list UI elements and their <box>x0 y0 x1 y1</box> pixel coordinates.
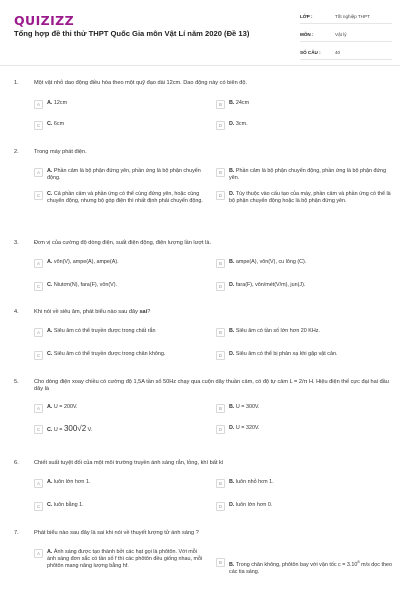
option-badge: D <box>216 425 225 434</box>
option-text: luôn bằng 1. <box>53 502 84 508</box>
option-text: 12cm <box>53 100 68 106</box>
option-exponent: 8 <box>357 559 360 564</box>
option-letter: D. <box>229 282 235 288</box>
option-text: vôn(V), ampe(A), ampe(A). <box>53 259 119 265</box>
option-d[interactable] <box>216 425 392 434</box>
option-a[interactable] <box>34 100 204 109</box>
option-badge: A <box>34 328 43 337</box>
option-b[interactable] <box>216 168 392 182</box>
option-d[interactable] <box>216 121 391 130</box>
option-badge: B <box>216 479 225 488</box>
option-text: Niutơn(N), fara(F), vôn(V). <box>53 282 118 288</box>
option-letter: B. <box>229 100 235 106</box>
option-badge: B <box>216 328 225 337</box>
option-b[interactable] <box>216 479 392 488</box>
option-letter: D. <box>229 351 235 357</box>
question-text: Khi nói về siêu âm, phát biểu nào sau đây sai? <box>34 309 151 315</box>
question-text: Chiết suất tuyệt đối của một môi trường truyền ánh sáng rắn, lỏng, khí bất kì <box>34 460 224 466</box>
option-letter: C. <box>47 427 53 433</box>
option-b[interactable]: B B. Trong chân không, phôtôn bay với vận tốc $c = 3.10^8$ m/s dọc theo các tia sáng. <box>216 558 392 576</box>
meta-info <box>300 10 392 64</box>
option-b[interactable] <box>216 328 392 337</box>
meta-label: SỐ CÂU : <box>300 50 321 55</box>
question-number: 5. <box>14 379 19 385</box>
option-badge: A <box>34 168 43 177</box>
option-d[interactable] <box>216 191 392 205</box>
option-letter: A. <box>47 549 53 555</box>
option-d[interactable] <box>216 351 392 360</box>
header <box>0 0 400 66</box>
option-c[interactable] <box>34 502 206 511</box>
meta-value: 40 <box>335 50 341 55</box>
option-a[interactable] <box>34 549 206 570</box>
option-letter: B. <box>229 328 235 334</box>
option-text: Tùy thuộc vào cấu tạo của máy, phần cảm và phần ứng có thể là bộ phận chuyển động hoặc là bộ phận đứng yên. <box>229 191 391 204</box>
option-badge: A <box>34 100 43 109</box>
option-letter: B. <box>229 259 235 265</box>
question-text: Cho dòng điện xoay chiều có cường độ 1,5A tần số 50Hz chạy qua cuộn dây thuần cảm, có độ tự cảm L = 2/π H. Hiệu điện thế cực đại hai đầu dây là <box>34 379 389 393</box>
question-number: 4. <box>14 309 19 315</box>
option-letter: C. <box>47 121 53 127</box>
meta-row-count <box>300 46 392 60</box>
option-badge: A <box>34 479 43 488</box>
option-text: Siêu âm có thể truyền được trong chất rắn <box>53 328 156 334</box>
option-badge: C <box>34 282 43 291</box>
option-letter: A. <box>47 259 53 265</box>
option-badge: D <box>216 502 225 511</box>
option-c[interactable] <box>34 351 210 360</box>
meta-row-subject <box>300 28 392 42</box>
quizizz-logo: QUIZIZZ <box>14 13 75 28</box>
option-text: Siêu âm có tần số lớn hơn 20 KHz. <box>235 328 320 334</box>
option-c[interactable]: C C. U = 300√2 V. <box>34 425 206 434</box>
option-a[interactable] <box>34 404 206 413</box>
question-text: Phát biểu nào sau đây là sai khi nói về thuyết lượng tử ánh sáng ? <box>34 530 199 536</box>
option-letter: D. <box>229 121 235 127</box>
option-text: Siêu âm có thể bị phản xạ khi gặp vật cản. <box>235 351 338 357</box>
option-badge: C <box>34 351 43 360</box>
meta-label: MÔN : <box>300 32 314 37</box>
option-text: ampe(A), vôn(V), cu lông (C). <box>235 259 307 265</box>
option-badge: B <box>216 100 225 109</box>
option-letter: A. <box>47 404 53 410</box>
option-letter: A. <box>47 479 53 485</box>
option-c[interactable] <box>34 191 206 205</box>
option-text: 3cm. <box>235 121 248 127</box>
option-badge: C <box>34 425 43 434</box>
option-d[interactable] <box>216 502 392 511</box>
option-letter: D. <box>229 425 235 431</box>
option-badge: D <box>216 191 225 200</box>
option-letter: C. <box>47 502 53 508</box>
question-number: 6. <box>14 460 19 466</box>
option-text: U = 300V. <box>235 404 260 410</box>
option-badge: C <box>34 121 43 130</box>
option-badge: D <box>216 121 225 130</box>
option-badge: A <box>34 404 43 413</box>
option-badge: B <box>216 404 225 413</box>
option-b[interactable] <box>216 100 391 109</box>
option-formula: 300√2 <box>63 424 87 433</box>
option-letter: C. <box>47 351 53 357</box>
option-letter: B. <box>229 561 235 568</box>
question-text: Đơn vị của cường độ dòng điện, suất điện động, điện lượng lần lượt là. <box>34 240 212 246</box>
option-badge: A <box>34 549 43 558</box>
option-text: 6cm <box>53 121 65 127</box>
option-badge: B <box>216 168 225 177</box>
option-text: luôn lớn hơn 1. <box>53 479 91 485</box>
meta-label: LỚP : <box>300 14 313 19</box>
option-text: fara(F), vôn/mét(V/m), jun(J). <box>235 282 306 288</box>
option-text: U = 200V. <box>53 404 78 410</box>
option-badge: C <box>34 191 43 200</box>
option-a[interactable] <box>34 259 206 268</box>
option-letter: C. <box>47 282 53 288</box>
option-letter: C. <box>47 191 53 197</box>
option-text: Siêu âm có thể truyền được trong chân không. <box>53 351 166 357</box>
question-number: 2. <box>14 149 19 155</box>
option-letter: A. <box>47 100 53 106</box>
option-b[interactable] <box>216 259 392 268</box>
option-letter: A. <box>47 328 53 334</box>
question-text: Một vật nhỏ dao động điều hòa theo một quỹ đạo dài 12cm. Dao động này có biên độ. <box>34 80 248 86</box>
option-b[interactable] <box>216 404 392 413</box>
option-badge: D <box>216 351 225 360</box>
option-text: Ánh sáng được tạo thành bởi các hạt gọi là phôtôn. Với mỗi ánh sáng đơn sắc có tần số f thì các phôtôn đều giống nhau, mỗi phôtôn mang năng lượng bằng hf. <box>47 549 203 569</box>
option-a[interactable] <box>34 168 206 182</box>
option-letter: B. <box>229 479 235 485</box>
option-badge: B <box>216 259 225 268</box>
option-badge: A <box>34 259 43 268</box>
option-text: Cả phần cảm và phần ứng có thể cùng đứng yên, hoặc cùng chuyển động, nhưng bộ góp điện thì nhất định phải chuyển động. <box>47 191 203 204</box>
option-letter: A. <box>47 168 53 174</box>
option-c[interactable] <box>34 121 204 130</box>
meta-row-class <box>300 10 392 24</box>
meta-value: Tốt nghiệp THPT <box>335 14 370 19</box>
option-c[interactable] <box>34 282 206 291</box>
page-title: Tổng hợp đề thi thử THPT Quốc Gia môn Vật Lí năm 2020 (Đề 13) <box>14 29 250 38</box>
inductance-fraction: 2/π <box>298 379 308 385</box>
option-text: U = 320V. <box>235 425 260 431</box>
option-text: V. <box>86 427 93 433</box>
option-text: luôn lớn hơn 0. <box>235 502 273 508</box>
option-text: 24cm <box>235 100 250 106</box>
question-number: 7. <box>14 530 19 536</box>
option-text: m/s dọc theo các tia sáng. <box>229 561 392 575</box>
question-number: 1. <box>14 80 19 86</box>
option-letter: D. <box>229 191 235 197</box>
option-badge: C <box>34 502 43 511</box>
option-badge: B <box>216 558 225 567</box>
question-text: Trong máy phát điện. <box>34 149 87 155</box>
option-text: luôn nhỏ hơn 1. <box>235 479 274 485</box>
option-text: Phần cảm là bộ phận chuyển động, phần ứng là bộ phận đứng yên. <box>229 168 387 181</box>
meta-value: Vật lý <box>335 32 347 37</box>
option-letter: B. <box>229 168 235 174</box>
option-a[interactable] <box>34 328 206 337</box>
option-letter: D. <box>229 502 235 508</box>
option-letter: B. <box>229 404 235 410</box>
option-a[interactable] <box>34 479 206 488</box>
option-d[interactable] <box>216 282 392 291</box>
option-text: Phần cảm là bộ phận đứng yên, phần ứng là bộ phận chuyển động. <box>47 168 201 181</box>
option-badge: D <box>216 282 225 291</box>
question-number: 3. <box>14 240 19 246</box>
